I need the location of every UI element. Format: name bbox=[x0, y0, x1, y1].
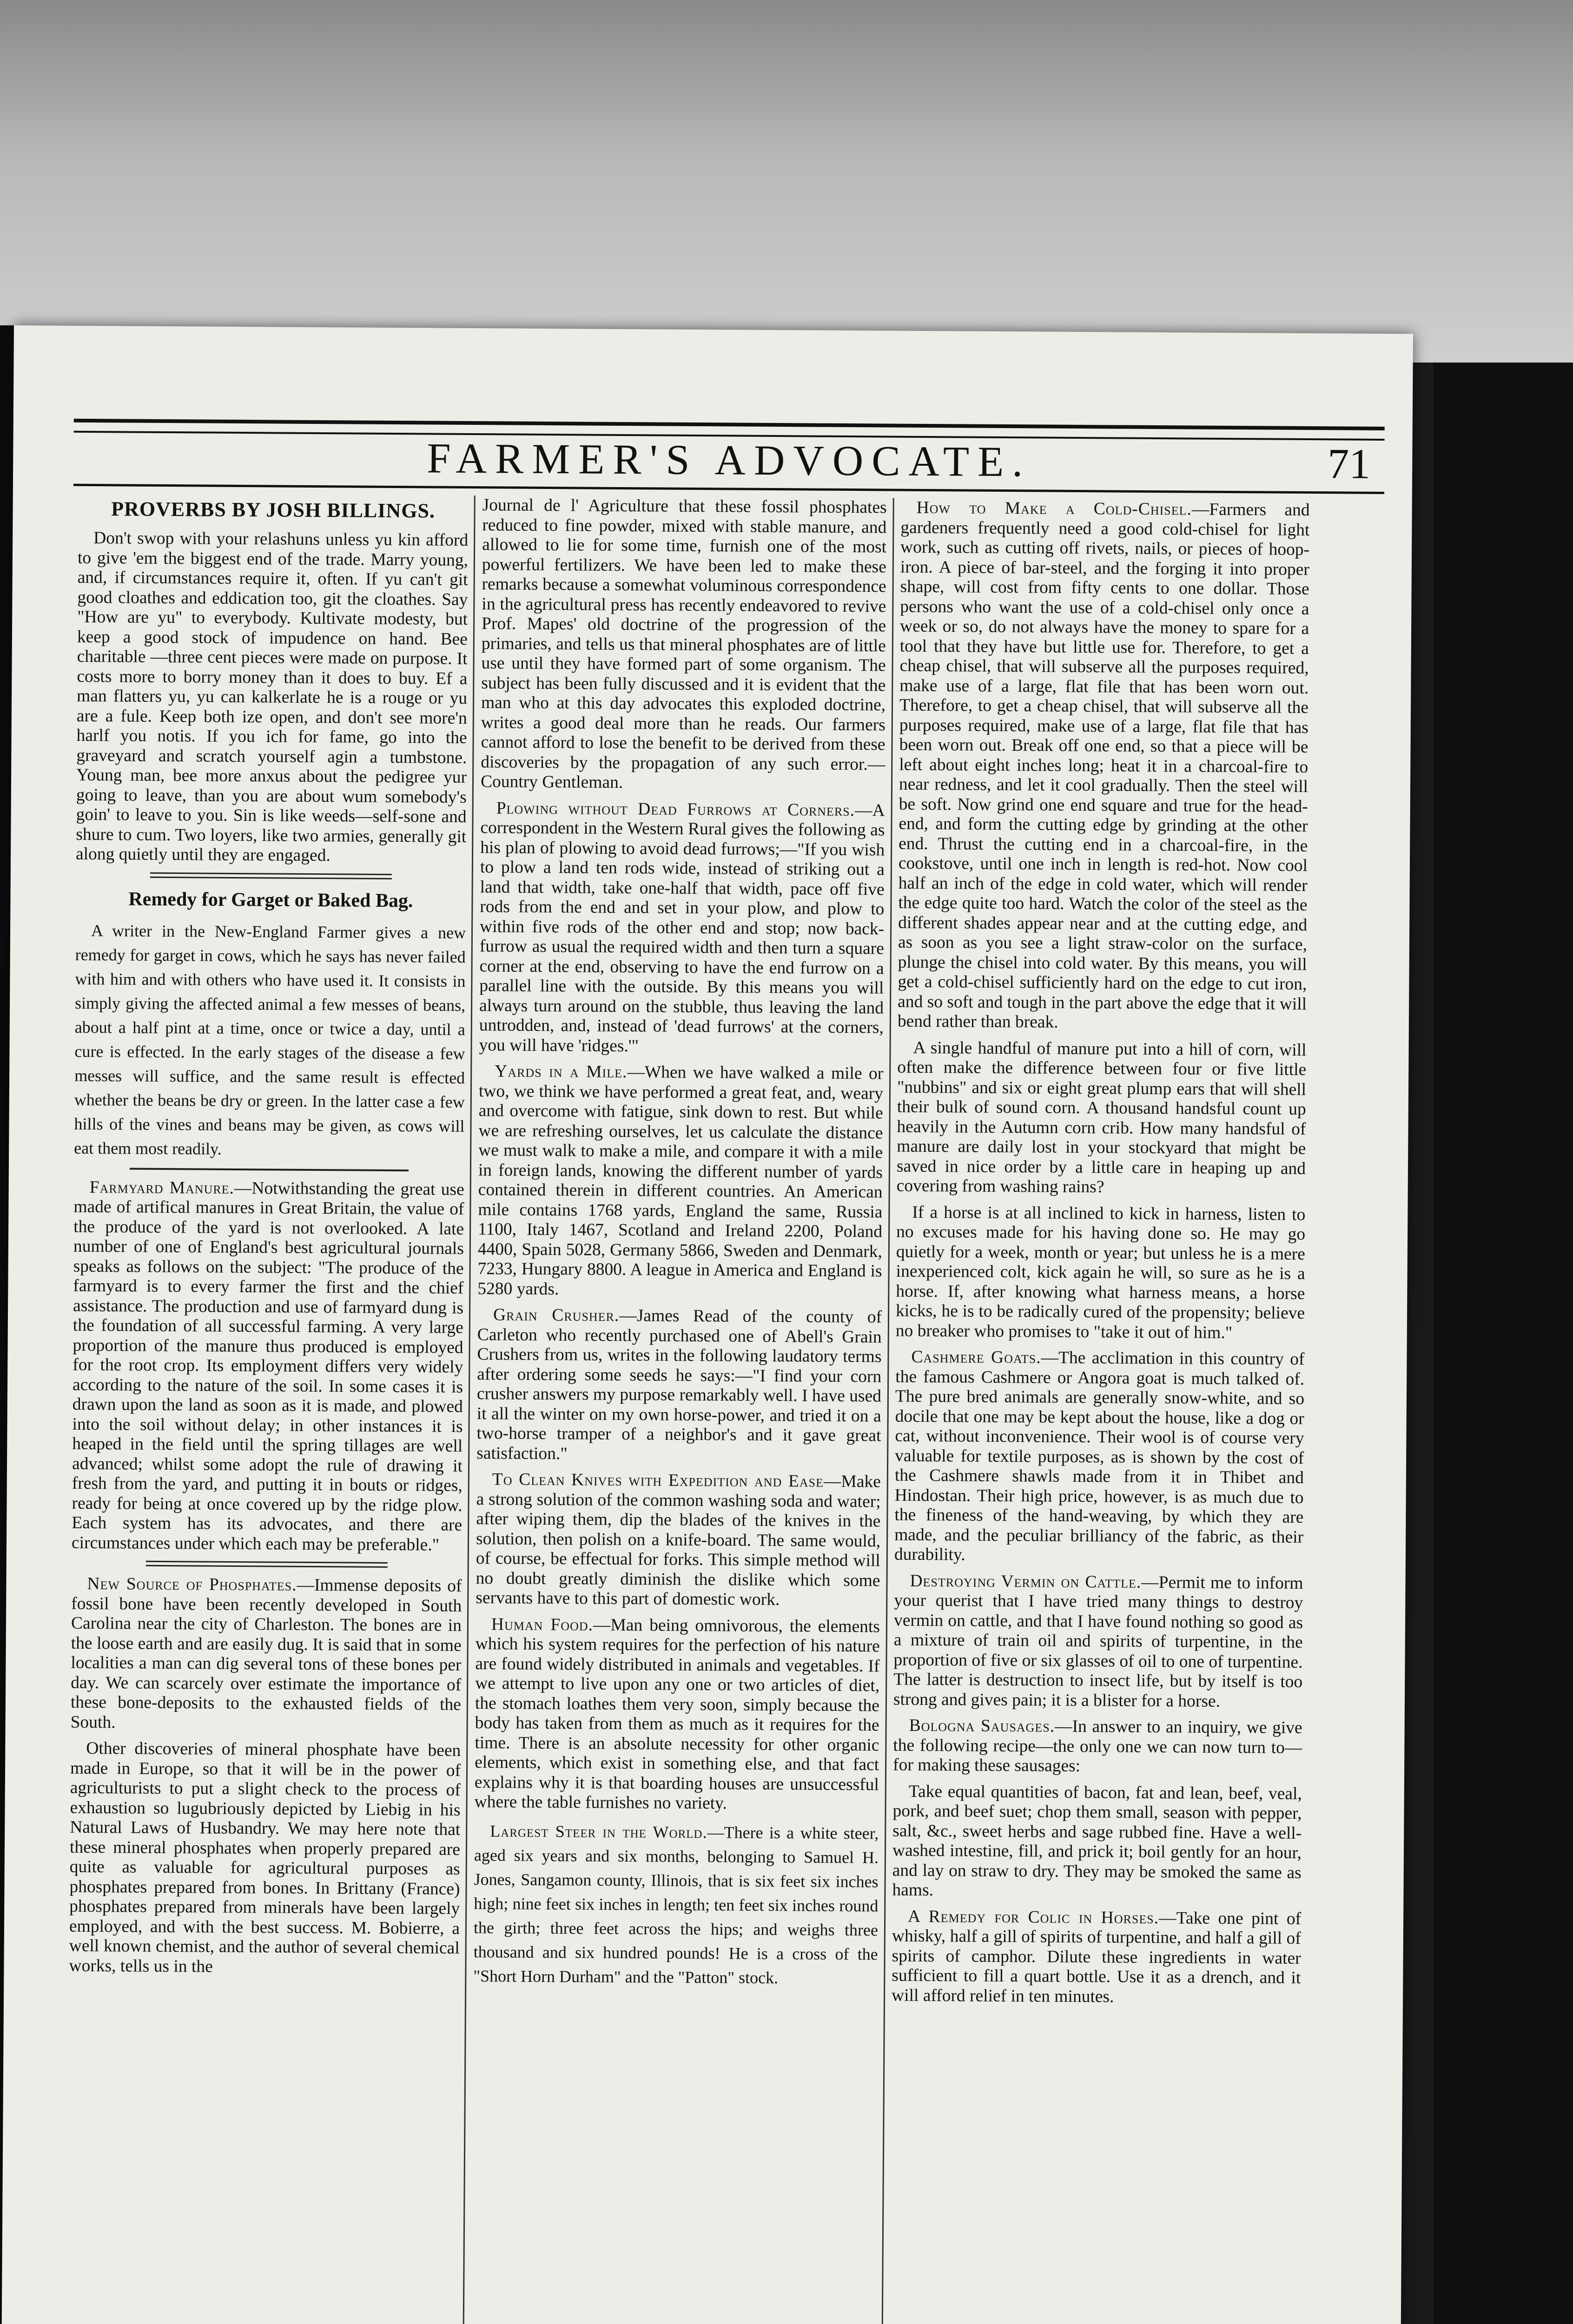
page-number: 71 bbox=[1327, 440, 1371, 488]
article-body-food: —Man being omnivorous, the elements which his system requires for the perfection of his nature are found widely distributed in animals and vegetables. If we attempt to live upon any one or two articles of diet, the stomach loathes them very soon, simply because the body has taken from them as much as it requires for the time. There is an absolute necessity for other organic elements, which exist in something else, and that fact explains why it is that boarding houses are unsuccessful where the table furnishes no variety. bbox=[474, 1615, 880, 1813]
article-body-sausage-2: Take equal quantities of bacon, fat and lean, beef, veal, pork, and beef suet; chop them small, season with pepper, salt, &c., sweet herbs and sage rubbed fine. Have a well-washed intestine, fill, and prick it; boil gently for an hour, and lay on straw to dry. They may be smoked the same as hams. bbox=[892, 1782, 1302, 1900]
masthead-title: FARMER'S ADVOCATE. bbox=[426, 434, 1031, 486]
article-body-yards: —When we have walked a mile or two, we think we have performed a great feat, and, weary and overcome with fatigue, sink down to rest. But while we are refreshing ourselves, let us calculate the distance we must walk to make a mile, and compare it with a mile in foreign lands, knowing the different number of yards contained therein in different countries. An American mile contains 1768 yards, England the same, Russia 1100, Italy 1467, Scotland and Ireland 2200, Poland 4400, Spain 5028, Germany 5866, Sweden and Denmark, 7233, Hungary 8800. A league in America and England is 5280 yards. bbox=[477, 1063, 884, 1299]
article-body-knives: —Make a strong solution of the common washing soda and water; after wiping them, dip the blades of the knives in the solution, then polish on a knife-board. The same would, of course, be effectual for forks. This simple method will no doubt greatly diminish the dislike which some servants have to this part of domestic work. bbox=[476, 1472, 881, 1610]
microfilm-margin-top bbox=[0, 0, 1573, 363]
article-head-steer: Largest Steer in the World. bbox=[490, 1821, 707, 1842]
article-head-chisel: How to Make a Cold-Chisel. bbox=[916, 498, 1192, 519]
article-head-phosphates: New Source of Phosphates. bbox=[87, 1574, 297, 1595]
article-vermin bbox=[893, 1571, 1303, 1712]
newspaper-page bbox=[0, 325, 1413, 2324]
article-sausage bbox=[893, 1716, 1302, 1778]
column-1 bbox=[69, 493, 469, 1985]
article-manure bbox=[72, 1177, 464, 1555]
article-crusher bbox=[476, 1305, 882, 1466]
article-yards bbox=[477, 1062, 883, 1301]
article-body-vermin: —Permit me to inform your querist that I have tried many things to destroy vermin on cattle, and that I have found nothing so good as a mixture of train oil and spirits of turpentine, in the proportion of five or six glasses of oil to one of turpentine. The latter is destruction to insect life, but by itself is too strong and gives pain; it is a blister for a horse. bbox=[893, 1572, 1303, 1711]
article-body-phosphates: —Immense deposits of fossil bone have been recently developed in South Carolina near the city of Charleston. The bones are in the loose earth and are easily dug. It is said that in some localities a man can dig several tons of these bones per day. We can scarcely over estimate the importance of these bone-deposits to the exhausted fields of the South. bbox=[70, 1575, 462, 1732]
section-divider bbox=[150, 872, 392, 879]
article-head-knives: To Clean Knives with Expedition and Ease bbox=[492, 1470, 824, 1491]
article-body-phosphates-continued: Journal de l' Agriculture that these fossil phosphates reduced to fine powder, mixed with stable manure, and allowed to lie for some time, furnish one of the most powerful fertilizers. We have been led to make these remarks because a somewhat voluminous correspondence in the agricultural press has recently endeavored to revive Prof. Mapes' old doctrine of the progression of the primaries, and tells us that mineral phosphates are of little use until they have formed part of some organism. The subject has been fully discussed and it is evident that the man who at this day advocates this exploded doctrine, writes a good deal more than he reads. Our farmers cannot afford to lose the benefit to be derived from these discoveries by the propagation of any such error.—Country Gentleman. bbox=[480, 495, 887, 792]
article-head-crusher: Grain Crusher. bbox=[493, 1305, 620, 1325]
article-body-chisel: —Farmers and gardeners frequently need a good cold-chisel for light work, such as cutting off rivets, nails, or pieces of hoop-iron. A piece of bar-steel, and the forging it into proper shape, will cost from fifty cents to one dollar. Those persons who want the use of a cold-chisel only once a week or so, do not always have the money to spare for a tool that they have but little use for. Therefore, to get a cheap chisel, that will subserve all the purposes required, make use of a large, flat file that has been worn out. Therefore, to get a cheap chisel, that will subserve all the purposes required, make use of a large, flat file that has been worn out. Break off one end, so that a piece will be left about eight inches long; heat it in a charcoal-fire to near redness, and let it cool gradually. Then the steel will be soft. Now grind one end square and true for the head-end, and form the cutting edge by grinding at the other end. Thrust the cutting end in a charcoal-fire, in the cookstove, until one inch in length is red-hot. Now cool half an inch of the edge in cold water, which will render the edge quite too hard. Watch the color of the steel as the different shades appear near and at the cutting edge, and as soon as you see a light straw-color on the surface, plunge the chisel into cold water. By this means, you will get a cold-chisel sufficiently hard on the edge to cut iron, and so soft and tough in the part above the edge that it will bend rather than break. bbox=[897, 500, 1310, 1032]
article-colic bbox=[892, 1907, 1301, 2008]
article-body-manure: —Notwithstanding the great use made of artifical manures in Great Britain, the value of the produce of the yard is not overlooked. A late number of one of England's best agricultural journals speaks as follows on the subject: "The produce of the farmyard is to every farmer the first and the chief assistance. The production and use of farmyard dung is the foundation of all successful farming. A very large proportion of the manure thus produced is employed for the root crop. Its employment differs very widely according to the nature of the soil. In some cases it is drawn upon the land as soon as it is made, and plowed into the soil without delay; in other instances it is heaped in the field until the spring tillages are well advanced; whilst some adopt the rule of drawing it fresh from the yard, and putting it in bouts or ridges, ready for being at once covered up by the ridge plow. Each system has its advocates, and there are circumstances under which each may be preferable." bbox=[71, 1178, 464, 1555]
article-head-plowing: Plowing without Dead Furrows at Corners. bbox=[496, 798, 855, 820]
article-body-colic: —Take one pint of whisky, half a gill of spirits of turpentine, and half a gill of spirits of camphor. Dilute these ingredients in water sufficient to fill a quart bottle. Use it as a drench, and it will afford relief in ten minutes. bbox=[891, 1908, 1302, 2007]
article-body-sausage: —In answer to an inquiry, we give the following recipe—the only one we can now turn to—for making these sausages: bbox=[892, 1717, 1302, 1776]
article-head-sausage: Bologna Sausages. bbox=[909, 1716, 1055, 1736]
article-head-food: Human Food. bbox=[491, 1614, 594, 1635]
article-head-colic: A Remedy for Colic in Horses. bbox=[908, 1907, 1159, 1928]
section-divider bbox=[130, 1168, 409, 1171]
article-body-plowing: —A correspondent in the Western Rural gives the following as his plan of plowing to avoid dead furrows;—"If you wish to plow a land ten rods wide, instead of striking out a land that width, take one-half that width, pace off five rods from the end and set in your plow, and plow to within five rods of the other end and stop; now back-furrow as usual the required width and then turn a square corner at the end, observing to have the end furrow on a parallel line with the outside. By this means you will always turn around on the stubble, thus leaving the land untrodden, and, instead of 'dead furrows' at the corners, you will have 'ridges.'" bbox=[479, 800, 885, 1056]
article-body-proverbs: Don't swop with your relashuns unless yu kin afford to give 'em the biggest end of the trade. Marry young, and, if circumstances require it, often. If yu can't git good cloathes and eddication too, git the cloathes. Say "How are yu" to everybody. Kultivate modesty, but keep a good stock of impudence on hand. Bee charitable —three cent pieces were made on purpose. It costs more to borry money than it does to buy. Ef a man flatters yu, yu can kalkerlate he is a rouge or yu are a fule. Keep both ize open, and don't see more'n harlf you notis. If you ich for fame, go into the graveyard and scratch yourself agin a tumbstone. Young man, bee more anxus about the pedigree yur going to leave, than you are about wum somebody's goin' to leave to you. Sin is like weeds—self-sone and shure to cum. Two loyers, like two armies, generally git along quietly until they are engaged. bbox=[75, 528, 469, 865]
column-2 bbox=[473, 495, 887, 1997]
article-plowing bbox=[479, 799, 885, 1058]
article-food bbox=[474, 1615, 880, 1815]
article-body-garget: A writer in the New-England Farmer gives a new remedy for garget in cows, which he says has never failed with him and with others who have used it. It consists in simply giving the affected animal a few messes of beans, about a half pint at a time, once or twice a day, until a cure is effected. In the early stages of the disease a few messes will suffice, and the same result is effected whether the beans be dry or green. In the latter case a few hills of the vines and beans may be given, as cows will eat them most readily. bbox=[74, 921, 466, 1158]
article-body-phosphates-2: Other discoveries of mineral phosphate have been made in Europe, so that it will be in the power of agriculturists to put a slight check to the process of exhaustion so lugubriously depicted by Liebig in his Natural Laws of Husbandry. We may here note that these mineral phosphates when properly prepared are quite as valuable for agricultural purposes as phosphates prepared from bones. In Brittany (France) phosphates prepared from minerals have been largely employed, and with the best success. M. Bobierre, a well known chemist, and the author of several chemical works, tells us in the bbox=[69, 1739, 461, 1976]
article-head-yards: Yards in a Mile. bbox=[495, 1062, 628, 1082]
section-divider bbox=[146, 1561, 388, 1568]
article-body-horse: If a horse is at all inclined to kick in harness, listen to no excuses made for his having done so. He may go quietly for a week, month or year; but unless he is a mere inexperienced colt, kick again he will, so sure as he is a horse. If, after knowing what harness means, a horse kicks, he is to be radically cured of the propensity; believe no breaker who promises to "take it out of him." bbox=[895, 1202, 1306, 1342]
article-goats bbox=[894, 1347, 1305, 1567]
microfilm-margin-right bbox=[1434, 363, 1573, 2324]
article-body-corn: A single handful of manure put into a hill of corn, will often make the difference between four or five little "nubbins" and six or eight great plump ears that will shell their bulk of sound corn. A thousand handsful count up heavily in the Autumn corn crib. How many handsful of manure are daily lost in your stockyard that might be saved in nice order by a little care in heaping up and covering from washing rains? bbox=[896, 1038, 1307, 1197]
article-head-manure: Farmyard Manure. bbox=[89, 1177, 235, 1198]
article-title-proverbs: PROVERBS BY JOSH BILLINGS. bbox=[111, 497, 436, 522]
article-steer bbox=[473, 1819, 879, 1990]
article-head-vermin: Destroying Vermin on Cattle. bbox=[910, 1571, 1142, 1592]
article-title-garget: Remedy for Garget or Baked Bag. bbox=[128, 888, 413, 911]
article-body-goats: —The acclimation in this country of the famous Cashmere or Angora goat is much talked of. The pure bred animals are generally snow-white, and so docile that one may be kept about the house, like a dog or cat, without inconvenience. Their wool is of course very valuable for textile purposes, as is shown by the cost of the Cashmere shawls made from it in Thibet and Hindostan. Their high price, however, is as much due to the fineness of the hand-weaving, by which they are made, and the peculiar brilliancy of the fabric, as their durability. bbox=[894, 1348, 1305, 1565]
article-body-crusher: —James Read of the county of Carleton who recently purchased one of Abell's Grain Crushers from us, writes in the following laudatory terms after ordering some seeds he says:—"I find your corn crusher answers my purpose remarkably well. I have used it all the winter on my own horse-power, and tried it on a two-horse tramper of a neighbor's and it gave great satisfaction." bbox=[476, 1306, 882, 1463]
article-body-steer: —There is a white steer, aged six years and six months, belonging to Samuel H. Jones, Sangamon county, Illinois, that is six feet six inches high; nine feet six inches in length; ten feet six inches round the girth; three feet across the hips; and weighs three thousand and six hundred pounds! He is a cross of the "Short Horn Durham" and the "Patton" stock. bbox=[473, 1822, 879, 1987]
article-knives bbox=[476, 1470, 881, 1611]
column-3 bbox=[892, 498, 1310, 2014]
article-phosphates bbox=[71, 1574, 462, 1735]
article-head-goats: Cashmere Goats. bbox=[911, 1347, 1041, 1367]
article-chisel bbox=[898, 498, 1310, 1034]
